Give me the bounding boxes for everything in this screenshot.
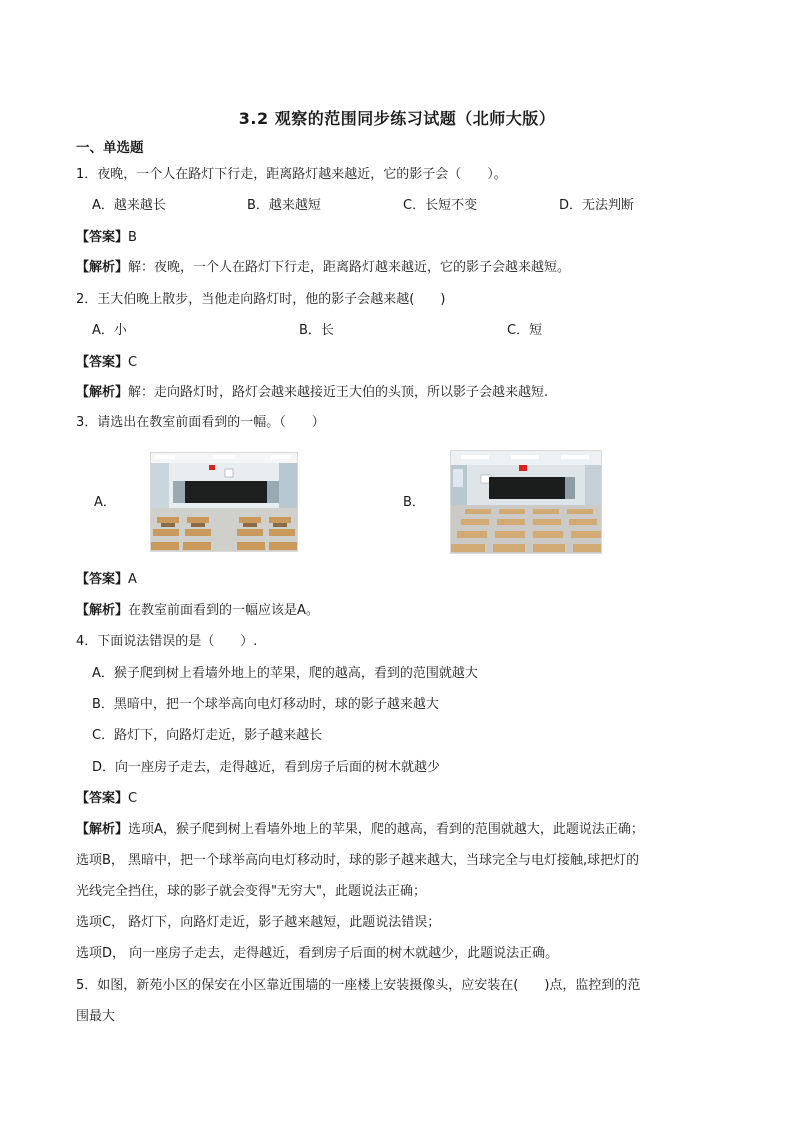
analysis-tag: 【解析】 [76,603,129,618]
q2-analysis [76,384,548,402]
q1-analysis [76,259,570,277]
q4-option-b: B．黑暗中，把一个球举高向电灯移动时，球的影子越来越大 [92,697,439,712]
q4-option-d: D．向一座房子走去，走得越近，看到房子后面的树木就越少 [92,760,441,775]
q2-option-c: C．短 [507,323,543,338]
classroom-photo-b [450,450,602,554]
answer-tag: 【答案】 [76,791,129,806]
q3-answer [76,571,137,589]
analysis-tag: 【解析】 [76,385,129,400]
q4-option-a: A．猴子爬到树上看墙外地上的苹果，爬的越高，看到的范围就越大 [92,666,478,681]
q3-option-a: A． [94,495,116,510]
q1-option-c: C．长短不变 [403,198,478,213]
page-title: 3.2 观察的范围同步练习试题（北师大版） [238,109,556,128]
classroom-side-view-image [451,451,601,553]
q4-answer [76,790,137,808]
q1-option-a: A．越来越长 [92,198,166,213]
analysis-text: 选项A，猴子爬到树上看墙外地上的苹果，爬的越高，看到的范围就越大，此题说法正确； [128,822,644,837]
answer-value: C [128,791,138,806]
analysis-tag: 【解析】 [76,260,129,275]
classroom-photo-a [150,452,298,552]
q4-option-c: C．路灯下，向路灯走近，影子越来越长 [92,728,323,743]
q3-analysis [76,602,319,620]
q4-analysis-line: 光线完全挡住，球的影子就会变得"无穷大"，此题说法正确； [76,884,426,899]
answer-tag: 【答案】 [76,230,129,245]
answer-tag: 【答案】 [76,572,129,587]
answer-value: C [128,355,138,370]
q2-option-b: B．长 [299,323,334,338]
classroom-front-view-image [151,453,297,551]
analysis-text: 在教室前面看到的一幅应该是A。 [128,603,319,618]
q2-answer [76,354,137,372]
q4-analysis-line: 选项B， 黑暗中，把一个球举高向电灯移动时，球的影子越来越大，当球完全与电灯接触,球把灯的 [76,853,640,868]
q4-stem: 4．下面说法错误的是（ ）. [76,634,258,649]
q3-option-b: B． [403,495,425,510]
q2-option-a: A．小 [92,323,127,338]
q1-option-b: B．越来越短 [247,198,321,213]
section-heading: 一、单选题 [76,140,144,156]
analysis-text: 解：夜晚，一个人在路灯下行走，距离路灯越来越近，它的影子会越来越短。 [128,260,571,275]
q1-answer [76,229,137,247]
analysis-text: 解：走向路灯时，路灯会越来越接近王大伯的头顶，所以影子会越来越短. [128,385,549,400]
q2-stem: 2．王大伯晚上散步，当他走向路灯时，他的影子会越来越( ) [76,292,446,307]
analysis-tag: 【解析】 [76,822,129,837]
q5-stem-line: 5．如图，新苑小区的保安在小区靠近围墙的一座楼上安装摄像头，应安装在( )点，监控到的范 [76,978,641,993]
answer-value: A [128,572,137,587]
q4-analysis-line: 选项D， 向一座房子走去，走得越近，看到房子后面的树木就越少，此题说法正确。 [76,946,559,961]
q1-stem: 1．夜晚，一个人在路灯下行走，距离路灯越来越近，它的影子会（ ）。 [76,167,507,182]
q1-option-d: D．无法判断 [559,198,635,213]
answer-value: B [128,230,137,245]
q4-analysis-line: 选项C， 路灯下，向路灯走近，影子越来越短，此题说法错误； [76,915,441,930]
answer-tag: 【答案】 [76,355,129,370]
q3-stem: 3．请选出在教室前面看到的一幅。（ ） [76,415,325,430]
q5-stem-line: 围最大 [76,1009,116,1024]
q4-analysis [76,821,644,839]
